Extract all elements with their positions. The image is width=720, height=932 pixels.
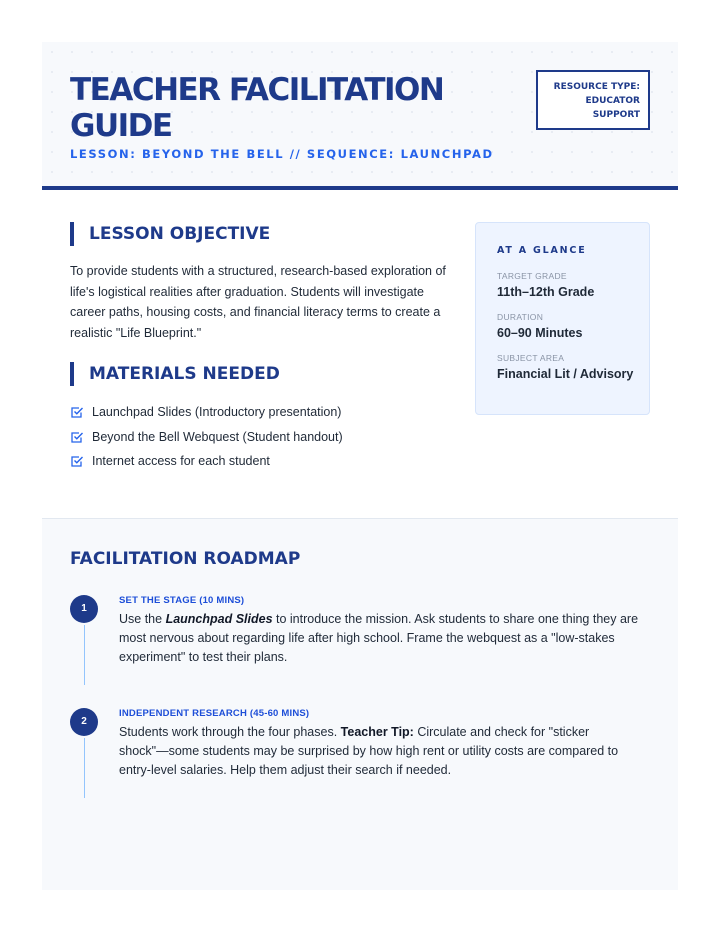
lesson-objective-text: To provide students with a structured, research-based exploration of life's logistical realities after graduation. Students will investigate career paths, housing costs, and financial literacy terms to create a realistic "Life Blueprint." [70, 264, 446, 340]
resource-type-label: RESOURCE TYPE: [553, 82, 640, 92]
resource-type-badge [536, 70, 650, 130]
lesson-objective-heading: LESSON OBJECTIVE [70, 222, 270, 246]
lesson-subtitle: LESSON: BEYOND THE BELL // SEQUENCE: LAUNCHPAD [70, 147, 494, 161]
glance-value: 11th–12th Grade [497, 285, 595, 299]
materials-item-label: Launchpad Slides (Introductory presentation) [92, 405, 342, 420]
materials-list-item [70, 449, 343, 474]
glance-item-duration [497, 312, 649, 340]
checkbox-checked-icon [70, 405, 84, 419]
materials-needed-heading: MATERIALS NEEDED [70, 362, 280, 386]
at-a-glance-card [475, 222, 650, 415]
glance-label: DURATION [497, 312, 544, 322]
step-title: SET THE STAGE (10 MINS) [119, 595, 245, 606]
document-header [42, 42, 678, 190]
glance-value: 60–90 Minutes [497, 326, 583, 340]
facilitation-roadmap-section [42, 518, 678, 890]
checkbox-checked-icon [70, 454, 84, 468]
step-number-badge: 2 [70, 708, 98, 736]
facilitation-guide-page [42, 42, 678, 890]
resource-type-value-line1: EDUCATOR [585, 96, 640, 106]
timeline-connector [84, 738, 85, 798]
teacher-tip-label: Teacher Tip: [340, 725, 414, 739]
document-title: TEACHER FACILITATION GUIDE [70, 72, 444, 144]
materials-item-label: Internet access for each student [92, 454, 270, 469]
materials-list-item [70, 400, 343, 425]
materials-item-label: Beyond the Bell Webquest (Student handout) [92, 429, 343, 444]
glance-item-subject-area [497, 353, 649, 381]
resource-type-value-line2: SUPPORT [592, 110, 640, 120]
at-a-glance-title: AT A GLANCE [497, 245, 587, 256]
step-title: INDEPENDENT RESEARCH (45-60 MINS) [119, 708, 310, 719]
materials-list-item [70, 425, 343, 450]
materials-list [70, 400, 343, 474]
glance-item-target-grade [497, 271, 649, 299]
step-description: Students work through the four phases. Teacher Tip: Circulate and check for "sticker shock"—some students may be surprised by how high rent or utility costs are compared to entry-level salaries. Help them adjust their search if needed. [119, 725, 619, 777]
glance-label: SUBJECT AREA [497, 353, 565, 363]
timeline-connector [84, 625, 85, 685]
step-description: Use the Launchpad Slides to introduce the mission. Ask students to share one thing they are most nervous about regarding life after high school. Frame the webquest as a "low-stakes experiment" to test their plans. [119, 612, 639, 664]
checkbox-checked-icon [70, 430, 84, 444]
facilitation-roadmap-heading: FACILITATION ROADMAP [70, 549, 301, 569]
glance-label: TARGET GRADE [497, 271, 567, 281]
step-number-badge: 1 [70, 595, 98, 623]
step-emphasis: Launchpad Slides [165, 612, 273, 626]
glance-value: Financial Lit / Advisory [497, 367, 634, 381]
